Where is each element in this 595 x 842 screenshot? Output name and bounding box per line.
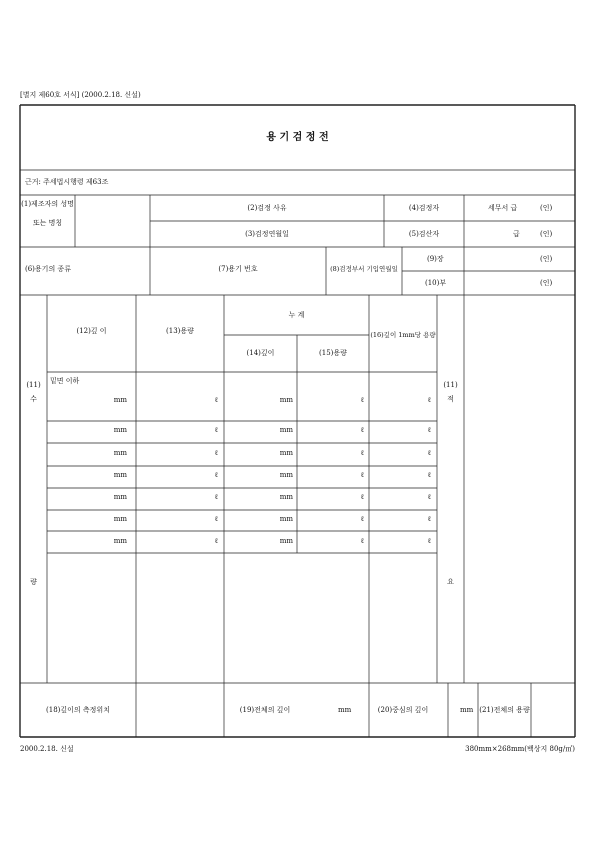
per-mm-unit: ℓ: [427, 426, 431, 434]
total-depth-unit: mm: [338, 706, 352, 714]
col-cum-depth-header: (14)깊이: [246, 349, 275, 357]
total-depth-label: (19)전체의 깊이: [239, 706, 291, 714]
maker-label-line1: (1)제조자의 성명: [21, 200, 74, 208]
depth-unit: mm: [113, 471, 127, 479]
depth-unit: mm: [113, 449, 127, 457]
inspection-date-label: (3)검정연월일: [245, 230, 289, 238]
cum-volume-unit: ℓ: [360, 396, 364, 404]
footer-right: 380mm×268mm(백상지 80g/㎡): [465, 745, 575, 753]
volume-unit: ℓ: [214, 396, 218, 404]
form-reference: [별지 제60호 서식] (2000.2.18. 신설): [20, 91, 141, 99]
inspector-rank: 세무서 급: [488, 204, 518, 212]
cum-depth-unit: mm: [279, 537, 293, 545]
volume-unit: ℓ: [214, 471, 218, 479]
cum-depth-unit: mm: [279, 396, 293, 404]
chief-label: (9)장: [427, 255, 444, 263]
volume-unit: ℓ: [214, 449, 218, 457]
center-depth-unit: mm: [460, 706, 474, 714]
form-title: 용 기 검 정 전: [266, 132, 329, 143]
cum-depth-unit: mm: [279, 426, 293, 434]
maker-name-field[interactable]: [76, 196, 149, 246]
cum-volume-unit: ℓ: [360, 426, 364, 434]
checker-seal: (인): [540, 230, 553, 238]
side-left-number: (11): [26, 381, 41, 389]
side-left-bottom: 량: [30, 578, 37, 586]
cum-volume-unit: ℓ: [360, 515, 364, 523]
side-left-top: 수: [30, 395, 37, 403]
cum-volume-unit: ℓ: [360, 449, 364, 457]
total-volume-label: (21)전체의 용량: [479, 706, 530, 714]
cum-volume-unit: ℓ: [360, 471, 364, 479]
first-row-note: 밑면 이하: [50, 377, 80, 385]
maker-label-line2: 또는 명칭: [32, 219, 63, 227]
deputy-seal: (인): [540, 279, 553, 287]
per-mm-unit: ℓ: [427, 471, 431, 479]
col-depth-header: (12)깊 이: [76, 327, 107, 335]
legal-basis: 근거: 주세법시행령 제63조: [25, 178, 109, 186]
inspection-reason-label: (2)검정 사유: [247, 204, 287, 212]
checker-label: (5)검산자: [408, 230, 440, 238]
cum-depth-unit: mm: [279, 515, 293, 523]
footer-left: 2000.2.18. 신설: [20, 745, 74, 753]
chief-seal: (인): [540, 255, 553, 263]
col-per-mm-header: (16)깊이 1mm당 용량: [370, 331, 436, 339]
depth-unit: mm: [113, 537, 127, 545]
checker-rank: 급: [513, 230, 520, 238]
depth-unit: mm: [113, 426, 127, 434]
vessel-number-label: (7)용기 번호: [218, 265, 258, 273]
volume-unit: ℓ: [214, 537, 218, 545]
volume-unit: ℓ: [214, 515, 218, 523]
depth-unit: mm: [113, 515, 127, 523]
per-mm-unit: ℓ: [427, 396, 431, 404]
side-right-top: 적: [447, 395, 454, 403]
inspector-seal: (인): [540, 204, 553, 212]
deputy-label: (10)부: [425, 279, 447, 287]
per-mm-unit: ℓ: [427, 537, 431, 545]
per-mm-unit: ℓ: [427, 449, 431, 457]
side-right-number: (11): [443, 381, 458, 389]
depth-unit: mm: [113, 493, 127, 501]
col-cum-volume-header: (15)용량: [319, 349, 347, 357]
entry-date-label: (8)검정부서 기입연월일: [330, 265, 398, 273]
per-mm-unit: ℓ: [427, 493, 431, 501]
cum-depth-unit: mm: [279, 471, 293, 479]
volume-unit: ℓ: [214, 426, 218, 434]
side-right-bottom: 요: [447, 578, 454, 586]
per-mm-unit: ℓ: [427, 515, 431, 523]
cum-depth-unit: mm: [279, 493, 293, 501]
center-depth-label: (20)중심의 깊이: [377, 706, 429, 714]
col-cumulative-header: 누 계: [288, 311, 305, 319]
col-volume-header: (13)용량: [166, 327, 194, 335]
measure-position-label: (18)깊이의 측정위치: [46, 706, 110, 714]
vessel-type-label: (6)용기의 종류: [25, 265, 71, 273]
inspector-label: (4)검정자: [408, 204, 440, 212]
cum-depth-unit: mm: [279, 449, 293, 457]
cum-volume-unit: ℓ: [360, 537, 364, 545]
cum-volume-unit: ℓ: [360, 493, 364, 501]
depth-unit: mm: [113, 396, 127, 404]
volume-unit: ℓ: [214, 493, 218, 501]
